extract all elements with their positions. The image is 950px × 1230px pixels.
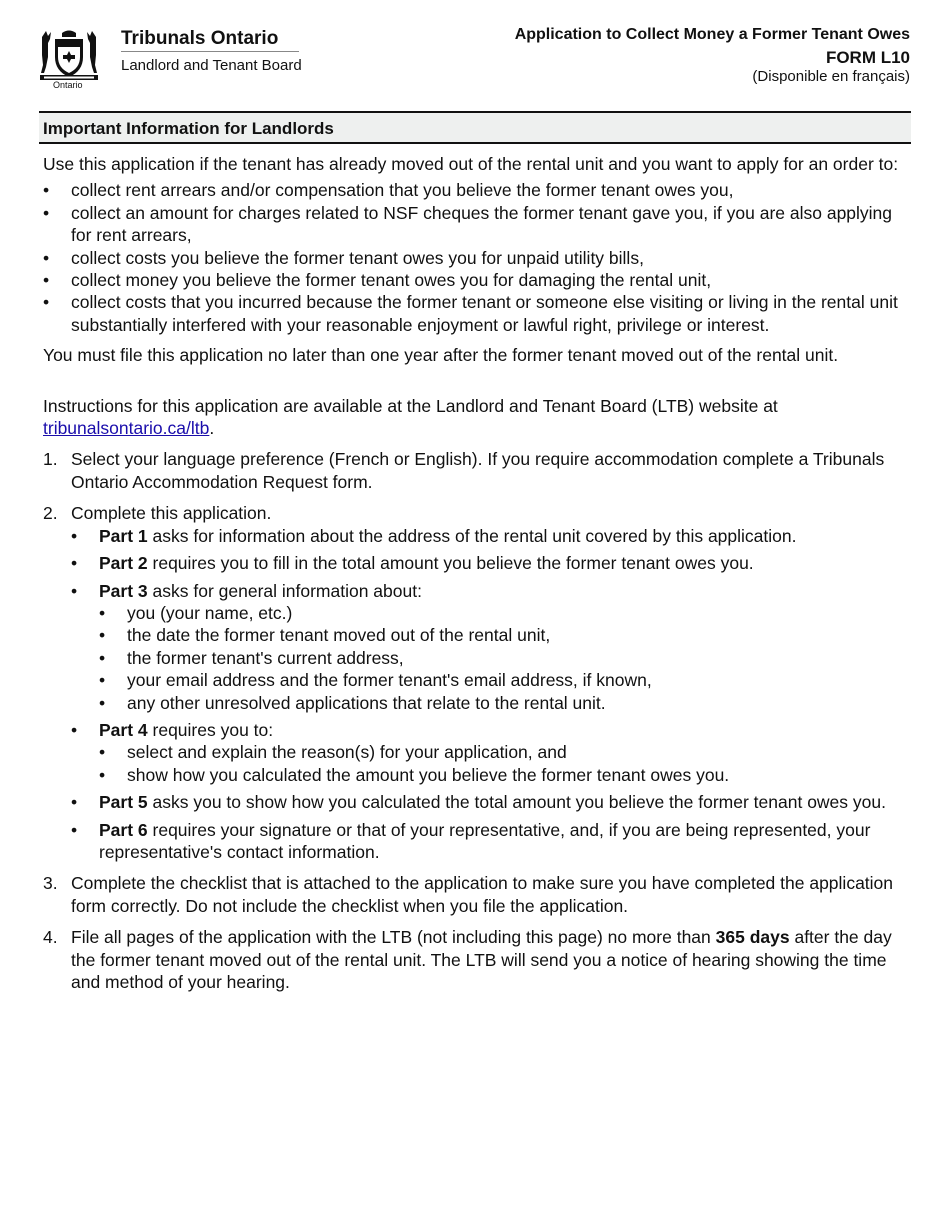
list-item: • collect costs you believe the former tenant owes you for unpaid utility bills, xyxy=(43,247,913,269)
step-item xyxy=(43,502,913,863)
part-label: Part 2 xyxy=(99,553,148,574)
section-heading: Important Information for Landlords xyxy=(43,119,334,138)
ltb-website-link[interactable]: tribunalsontario.ca/ltb xyxy=(43,418,210,439)
step-text: File all pages of the application with the LTB (not including this page) no more than xyxy=(71,927,716,948)
step-text: after the day the former tenant moved out of the rental unit. The LTB will send you a notice of hearing showing the time and method of your hearing. xyxy=(71,927,892,992)
part-text: asks for general information about: xyxy=(147,580,422,601)
list-item: • the date the former tenant moved out of the rental unit, xyxy=(99,624,913,646)
document-header xyxy=(0,0,950,100)
parts-list xyxy=(71,525,913,864)
instructions-text: Instructions for this application are available at the Landlord and Tenant Board (LTB) website at xyxy=(43,395,778,416)
step-text: Complete the checklist that is attached to the application to make sure you have completed the application form correctly. Do not include the checklist when you file the application. xyxy=(71,873,894,916)
part-label: Part 5 xyxy=(99,792,148,813)
instructions-paragraph xyxy=(43,395,913,440)
part-label: Part 1 xyxy=(99,525,148,546)
step-number: 1. xyxy=(43,449,58,470)
step-number: 4. xyxy=(43,927,58,948)
list-item: • the former tenant's current address, xyxy=(99,647,913,669)
part-text: requires you to: xyxy=(147,719,274,740)
step-number: 2. xyxy=(43,503,58,524)
list-item: • collect money you believe the former tenant owes you for damaging the rental unit, xyxy=(43,269,913,291)
org-name: Tribunals Ontario xyxy=(121,28,279,49)
list-item: • show how you calculated the amount you believe the former tenant owes you. xyxy=(99,764,913,786)
part-label: Part 6 xyxy=(99,819,148,840)
step-text: Select your language preference (French or English). If you require accommodation complete a Tribunals Ontario Accommodation Request form. xyxy=(71,449,885,492)
deadline-days: 365 days xyxy=(715,927,790,948)
part-item xyxy=(71,819,913,864)
deadline-paragraph: You must file this application no later than one year after the former tenant moved out of the rental unit. xyxy=(43,345,839,366)
list-item: • collect costs that you incurred because the former tenant or someone else visiting or living in the rental unit substantially interfered with your reasonable enjoyment or lawful right, privilege or interest. xyxy=(43,291,913,336)
part-text: requires your signature or that of your representative, and, if you are being represented, your representative's contact information. xyxy=(99,819,871,862)
org-subtitle: Landlord and Tenant Board xyxy=(121,57,302,74)
steps-list xyxy=(43,448,913,993)
list-item: • collect rent arrears and/or compensation that you believe the former tenant owes you, xyxy=(43,179,913,201)
step-item xyxy=(43,872,913,917)
part-3-items xyxy=(99,602,913,714)
form-number: FORM L10 xyxy=(825,48,910,67)
form-french-availability: (Disponible en français) xyxy=(752,68,910,85)
part-4-items xyxy=(99,741,913,786)
part-item xyxy=(71,719,913,786)
part-label: Part 3 xyxy=(99,580,148,601)
step-item xyxy=(43,448,913,493)
form-title: Application to Collect Money a Former Tenant Owes xyxy=(514,26,910,43)
org-divider xyxy=(121,51,299,52)
part-text: requires you to fill in the total amount you believe the former tenant owes you. xyxy=(147,553,754,574)
part-item xyxy=(71,580,913,714)
step-text: Complete this application. xyxy=(71,503,272,524)
part-item xyxy=(71,791,913,813)
purpose-list xyxy=(43,179,913,336)
document-body xyxy=(43,153,913,993)
step-number: 3. xyxy=(43,873,58,894)
part-item xyxy=(71,552,913,574)
part-label: Part 4 xyxy=(99,719,148,740)
list-item: • you (your name, etc.) xyxy=(99,602,913,624)
ontario-caption: Ontario xyxy=(53,80,83,90)
list-item: • select and explain the reason(s) for your application, and xyxy=(99,741,913,763)
part-text: asks for information about the address of the rental unit covered by this application. xyxy=(147,525,797,546)
part-item xyxy=(71,525,913,547)
step-item xyxy=(43,926,913,993)
instructions-period: . xyxy=(209,418,215,439)
intro-paragraph: Use this application if the tenant has already moved out of the rental unit and you want to apply for an order to: xyxy=(43,154,899,174)
list-item: • collect an amount for charges related to NSF cheques the former tenant gave you, if you are also applying for rent arrears, xyxy=(43,202,913,247)
section-heading-bar xyxy=(39,111,911,144)
list-item: • any other unresolved applications that relate to the rental unit. xyxy=(99,692,913,714)
list-item: • your email address and the former tenant's email address, if known, xyxy=(99,669,913,691)
part-text: asks you to show how you calculated the total amount you believe the former tenant owes you. xyxy=(147,792,886,813)
